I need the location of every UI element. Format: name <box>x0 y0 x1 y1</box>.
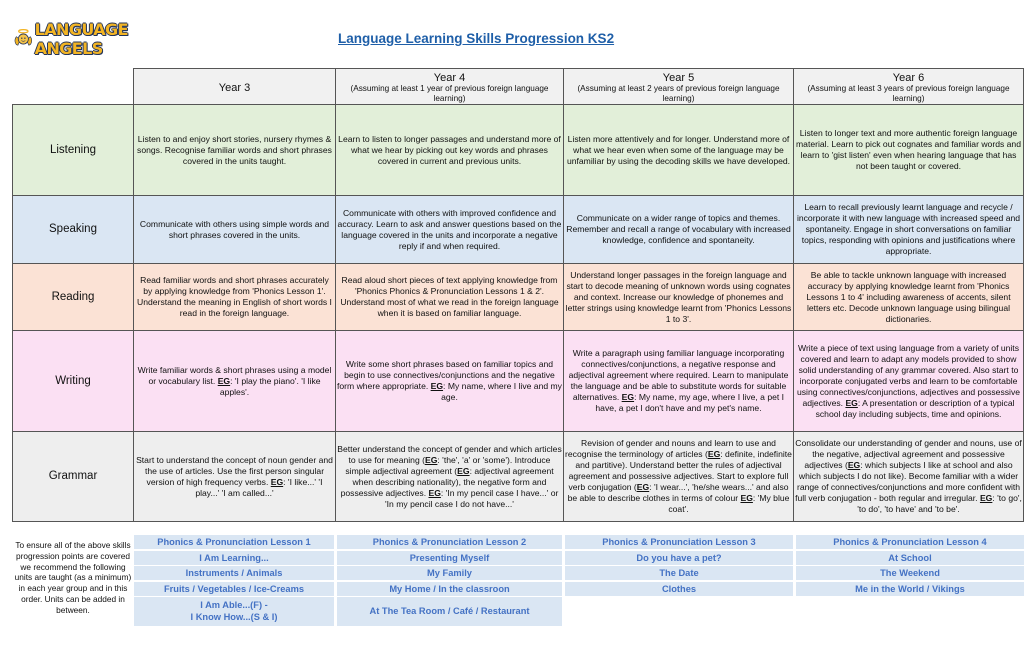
eg-marker: EG <box>621 392 635 402</box>
eg-marker: EG <box>845 397 858 408</box>
eg-marker: EG <box>270 476 284 487</box>
unit-cell: I Am Learning... <box>134 551 334 565</box>
unit-cell: Me in the World / Vikings <box>796 582 1024 596</box>
unit-cell: The Date <box>565 566 793 580</box>
unit-cell <box>134 597 334 626</box>
year-label: Year 5 <box>662 71 695 84</box>
eg-marker: EG <box>707 449 721 459</box>
unit-cell: Do you have a pet? <box>565 551 793 565</box>
skill-label: Listening <box>13 105 134 196</box>
table-cell: Write some short phrases based on familiar topics and begin to use connectives/conjunctions and the negative form where appropriate. EG: My name, where I live and my age. <box>336 331 564 432</box>
unit-cell: The Weekend <box>796 566 1024 580</box>
eg-marker: EG <box>217 375 231 386</box>
table-cell: Listen to and enjoy short stories, nursery rhymes & songs. Recognise familiar words and short phrases covered in the units taught. <box>134 105 336 196</box>
table-cell: Be able to tackle unknown language with increased accuracy by applying knowledge learnt from 'Phonics Lessons 1 to 4' including awareness of accents, silent letters etc. Decode unknown language using bilingual dictionaries. <box>794 264 1024 331</box>
units-column-year3 <box>134 535 334 628</box>
eg-marker: EG <box>457 465 470 476</box>
table-cell: Consolidate our understanding of gender and nouns, use of the negative, adjectival agreement and possessive adjectives (EG: which subjects I like at school and also which subjects I do not like). Become familiar with a wider range of connectives/conjunctions and more confident with full verb conjugation - both regular and irregular. EG: 'to go', 'to do', 'to have' and 'to be'. <box>794 432 1024 522</box>
table-cell: Revision of gender and nouns and learn to use and recognise the terminology of articles (EG: definite, indefinite and partitive). Understand better the rules of adjectival agreement and possessive adjectives. Start to explore full verb conjugation (EG: 'I wear...', 'he/she wears...' and also be able to describe clothes in terms of colour EG: 'My blue coat'. <box>564 432 794 522</box>
eg-marker: EG <box>430 381 444 391</box>
unit-cell: Phonics & Pronunciation Lesson 2 <box>337 535 562 549</box>
units-column-year6 <box>796 535 1024 597</box>
table-cell: Write a paragraph using familiar language incorporating connectives/conjunctions, a negative response and adjectival agreement where required. Learn to manipulate the language and be able to substitute words for suitable alternatives. EG: My name, my age, where I live, a pet I have, a pet I don't have and my pet's name. <box>564 331 794 432</box>
year-header <box>336 69 564 105</box>
table-cell: Understand longer passages in the foreign language and start to decode meaning of unknown words using cognates and context. Increase our knowledge of phonemes and letter strings using knowledge learnt from 'Phonics Lessons 1 to 3'. <box>564 264 794 331</box>
units-column-year5 <box>565 535 793 597</box>
eg-marker: EG <box>636 482 650 492</box>
unit-cell: Fruits / Vegetables / Ice-Creams <box>134 582 334 596</box>
units-grid <box>134 535 1024 625</box>
table-cell: Communicate with others with improved confidence and accuracy. Learn to ask and answer questions based on the language covered in the units and incorporate a negative reply if and when required. <box>336 196 564 264</box>
year-header <box>564 69 794 105</box>
units-column-year4 <box>337 535 562 628</box>
year-header <box>134 69 336 105</box>
logo-text: LANGUAGE ANGELS <box>34 20 128 58</box>
table-cell: Read familiar words and short phrases accurately by applying knowledge from 'Phonics Lesson 1'. Understand the meaning in English of short words I read in the foreign language. <box>134 264 336 331</box>
page-title[interactable]: Language Learning Skills Progression KS2 <box>338 31 615 46</box>
angel-icon <box>14 26 33 52</box>
table-cell: Learn to listen to longer passages and understand more of what we hear by picking out key words and phrases covered in current and previous units. <box>336 105 564 196</box>
unit-cell: Phonics & Pronunciation Lesson 1 <box>134 535 334 549</box>
unit-cell: At School <box>796 551 1024 565</box>
eg-marker: EG <box>428 487 441 498</box>
table-row <box>13 432 1024 522</box>
unit-cell: Phonics & Pronunciation Lesson 4 <box>796 535 1024 549</box>
skill-label: Writing <box>13 331 134 432</box>
eg-marker: EG <box>424 454 438 465</box>
corner-cell <box>13 69 134 105</box>
unit-cell: Instruments / Animals <box>134 566 334 580</box>
skill-label: Speaking <box>13 196 134 264</box>
unit-line: I Know How...(S & I) <box>190 612 278 622</box>
units-note: To ensure all of the above skills progression points are covered we recommend the following units are taught (as a minimum) in each year group and in this order. Units can be added in between. <box>14 540 132 615</box>
table-cell: Listen to longer text and more authentic foreign language material. Learn to pick out cognates and familiar words and learn to 'gist listen' even when hearing language that has not been taught or covered. <box>794 105 1024 196</box>
year-subtitle: (Assuming at least 2 years of previous foreign language learning) <box>577 83 780 103</box>
year-subtitle: (Assuming at least 1 year of previous foreign language learning) <box>350 83 549 103</box>
table-cell: Learn to recall previously learnt language and recycle / incorporate it with new language with increased speed and spontaneity. Engage in short conversations on familiar topics, responding with opinions and justifications where appropriate. <box>794 196 1024 264</box>
eg-marker: EG <box>847 460 861 470</box>
unit-cell: Phonics & Pronunciation Lesson 3 <box>565 535 793 549</box>
year-label: Year 3 <box>218 81 251 94</box>
table-cell: Communicate with others using simple words and short phrases covered in the units. <box>134 196 336 264</box>
unit-cell: Presenting Myself <box>337 551 562 565</box>
logo <box>14 20 164 58</box>
unit-cell: At The Tea Room / Café / Restaurant <box>337 597 562 626</box>
table-row <box>13 264 1024 331</box>
table-cell: Read aloud short pieces of text applying knowledge from 'Phonics Phonics & Pronunciation Lessons 1 & 2'. Understand most of what we read in the foreign language when it is based on familiar language. <box>336 264 564 331</box>
table-cell: Write a piece of text using language from a variety of units covered and learn to adapt any models provided to show solid understanding of any grammar covered. Also start to incorporate conjugated verbs and learn to be comfortable using connectives/conjunctions, adjectives and possessive adjectives. EG: A presentation or description of a typical school day including subjects, time and opinions. <box>794 331 1024 432</box>
year-header <box>794 69 1024 105</box>
table-cell: Communicate on a wider range of topics and themes. Remember and recall a range of vocabulary with increased knowledge, confidence and spontaneity. <box>564 196 794 264</box>
table-cell: Start to understand the concept of noun gender and the use of articles. Use the first person singular version of high frequency verbs. EG: 'I like...' 'I play...' 'I am called...' <box>134 432 336 522</box>
table-row <box>13 105 1024 196</box>
unit-line: I Am Able...(F) - <box>200 600 268 610</box>
unit-cell: My Family <box>337 566 562 580</box>
table-cell: Write familiar words & short phrases using a model or vocabulary list. EG: 'I play the piano'. 'I like apples'. <box>134 331 336 432</box>
table-cell: Better understand the concept of gender and which articles to use for meaning (EG: 'the', 'a' or 'some'). Introduce simple adjectival agreement (EG: adjectival agreement when describing nationality), the negative form and possessive adjectives. EG: 'In my pencil case I have...' or 'In my pencil case I do not have...' <box>336 432 564 522</box>
year-label: Year 4 <box>433 71 466 84</box>
year-subtitle: (Assuming at least 3 years of previous foreign language learning) <box>807 83 1010 103</box>
table-cell: Listen more attentively and for longer. Understand more of what we hear even when some of the language may be unfamiliar by using the decoding skills we have developed. <box>564 105 794 196</box>
header-row <box>13 69 1024 105</box>
skill-label: Grammar <box>13 432 134 522</box>
eg-marker: EG <box>740 493 753 503</box>
eg-marker: EG <box>979 493 993 503</box>
unit-cell: My Home / In the classroon <box>337 582 562 596</box>
unit-cell: Clothes <box>565 582 793 596</box>
skill-label: Reading <box>13 264 134 331</box>
table-row <box>13 331 1024 432</box>
table-row <box>13 196 1024 264</box>
skills-table <box>12 68 1024 522</box>
year-label: Year 6 <box>892 71 925 84</box>
